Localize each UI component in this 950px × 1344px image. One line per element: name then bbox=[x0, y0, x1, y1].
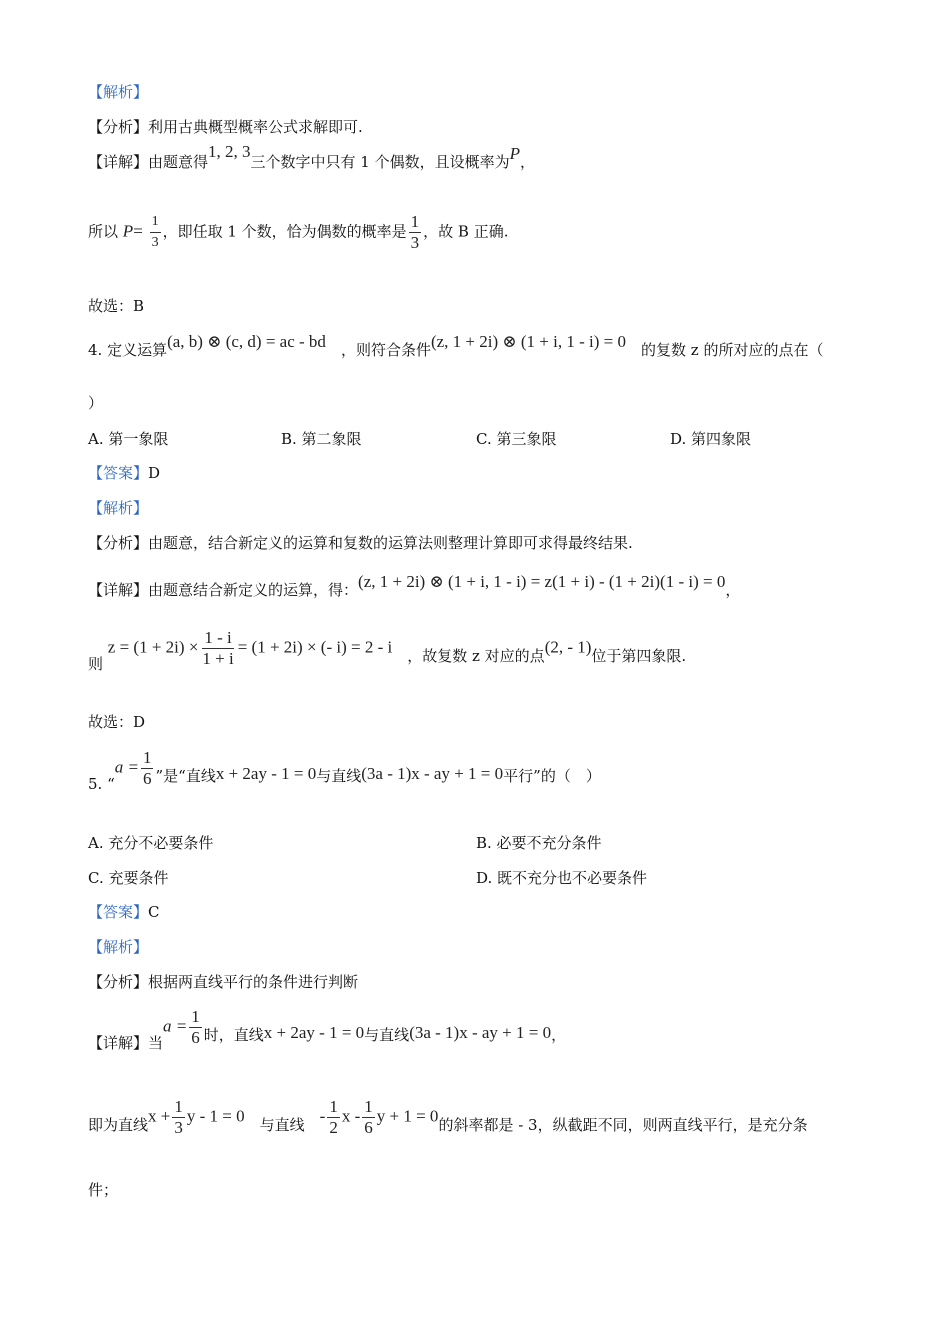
fenxi-tag: 【分析】 bbox=[88, 118, 149, 136]
q4-guxuan: 故选：D bbox=[88, 713, 146, 731]
punctuation: ， bbox=[520, 153, 536, 171]
q4-option-b: B. 第二象限 bbox=[281, 430, 362, 448]
question-number-text: 5. “ bbox=[88, 774, 115, 793]
answer-value: D bbox=[148, 464, 161, 482]
fenxi-text: 由题意，结合新定义的运算和复数的运算法则整理计算即可求得最终结果. bbox=[148, 534, 633, 552]
fraction-one-half bbox=[327, 1097, 340, 1138]
text: 即为直线 bbox=[88, 1115, 149, 1134]
s1-jiexi-heading bbox=[88, 82, 148, 102]
q4-option-a: A. 第一象限 bbox=[88, 430, 169, 448]
q5-tail-line: 件； bbox=[88, 1181, 119, 1199]
q4-close-paren: ） bbox=[88, 394, 104, 412]
xiangjie-text: 由题意得 bbox=[148, 153, 209, 171]
punctuation: ， bbox=[551, 1025, 567, 1044]
math-line-2: (3a - 1)x - ay + 1 = 0 bbox=[409, 1022, 552, 1042]
fraction-one-third bbox=[172, 1097, 185, 1138]
jiexi-tag: 【解析】 bbox=[88, 83, 149, 101]
q4-option-c: C. 第三象限 bbox=[476, 430, 557, 448]
math-var-p: P bbox=[509, 144, 521, 163]
fraction bbox=[200, 628, 235, 669]
frac-den: 3 bbox=[151, 235, 159, 250]
q5-answer-line bbox=[88, 902, 160, 922]
fraction-one-third bbox=[409, 212, 422, 253]
text: 与直线 bbox=[316, 766, 362, 785]
math-line-2: (3a - 1)x - ay + 1 = 0 bbox=[361, 763, 504, 783]
punctuation: ， bbox=[725, 581, 741, 599]
xiangjie-tag: 【详解】 bbox=[88, 581, 149, 599]
xiangjie-tag: 【详解】 bbox=[88, 153, 149, 171]
math-a-eq: a = bbox=[163, 1016, 188, 1036]
math-equation: (z, 1 + 2i) ⊗ (1 + i, 1 - i) = z(1 + i) - (1 + 2i)(1 - i) = 0 bbox=[358, 572, 726, 591]
text: 时，直线 bbox=[203, 1025, 264, 1044]
q4-xiangjie-line bbox=[88, 572, 741, 600]
frac-den: 3 bbox=[410, 233, 420, 252]
frac-den: 6 bbox=[191, 1028, 200, 1047]
s1-suoyi-line bbox=[88, 212, 508, 253]
q5-stem bbox=[88, 748, 601, 793]
answer-tag: 【答案】 bbox=[88, 903, 149, 921]
math-line-1: x + 2ay - 1 = 0 bbox=[215, 763, 317, 783]
math-expression: x - bbox=[341, 1106, 361, 1126]
text: 位于第四象限. bbox=[591, 646, 687, 665]
text: 的斜率都是 - 3，纵截距不同，则两直线平行，是充分条 bbox=[438, 1115, 808, 1134]
fraction-one-sixth bbox=[362, 1097, 375, 1138]
xiangjie-text: 由题意结合新定义的运算，得： bbox=[148, 581, 359, 599]
frac-den: 1 + i bbox=[202, 649, 234, 668]
q5-jiwei-line bbox=[88, 1097, 808, 1138]
xiangjie-text: 三个数字中只有 1 个偶数，且设概率为 bbox=[250, 153, 510, 171]
frac-den: 3 bbox=[174, 1118, 183, 1137]
text: 所以 bbox=[88, 222, 119, 241]
q5-option-c: C. 充要条件 bbox=[88, 869, 169, 887]
q5-xiangjie-line bbox=[88, 1007, 567, 1052]
frac-num: 1 bbox=[150, 212, 161, 233]
s1-fenxi-line bbox=[88, 117, 363, 137]
math-a-eq: a = bbox=[114, 757, 139, 777]
math-expression: y - 1 = 0 bbox=[186, 1106, 245, 1126]
math-set: 1, 2, 3 bbox=[208, 142, 251, 161]
fraction-one-sixth bbox=[141, 748, 154, 789]
fenxi-text: 根据两直线平行的条件进行判断 bbox=[148, 973, 359, 991]
q4-ze-line bbox=[88, 628, 687, 673]
math-var-p: P bbox=[122, 221, 134, 241]
xiangjie-text: 当 bbox=[148, 1033, 164, 1052]
q4-jiexi-heading bbox=[88, 498, 148, 518]
fenxi-tag: 【分析】 bbox=[88, 534, 149, 552]
text: ，则符合条件 bbox=[340, 341, 431, 359]
text: 则 bbox=[88, 654, 104, 673]
q5-fenxi-line bbox=[88, 972, 358, 992]
frac-num: 1 bbox=[174, 1097, 183, 1116]
text: ，故复数 z 对应的点 bbox=[407, 646, 545, 665]
q4-stem bbox=[88, 332, 824, 360]
fraction-one-sixth bbox=[189, 1007, 202, 1048]
frac-num: 1 bbox=[191, 1007, 200, 1026]
fenxi-tag: 【分析】 bbox=[88, 973, 149, 991]
math-expression: - bbox=[319, 1106, 326, 1126]
math-condition: (z, 1 + 2i) ⊗ (1 + i, 1 - i) = 0 bbox=[430, 332, 626, 351]
frac-den: 6 bbox=[364, 1118, 373, 1137]
frac-num: 1 bbox=[142, 748, 152, 767]
fenxi-text: 利用古典概型概率公式求解即可. bbox=[148, 118, 363, 136]
math-expression: x + bbox=[148, 1106, 171, 1126]
s1-xiangjie-line bbox=[88, 142, 536, 172]
frac-den: 2 bbox=[329, 1118, 338, 1137]
question-number-text: 4. 定义运算 bbox=[88, 341, 168, 359]
math-operation-definition: (a, b) ⊗ (c, d) = ac - bd bbox=[167, 332, 326, 351]
text: 的复数 z 的所对应的点在（ bbox=[641, 341, 824, 359]
q5-option-d: D. 既不充分也不必要条件 bbox=[476, 869, 648, 887]
math-point: (2, - 1) bbox=[544, 637, 592, 657]
answer-tag: 【答案】 bbox=[88, 464, 149, 482]
q4-fenxi-line bbox=[88, 533, 633, 553]
frac-num: 1 - i bbox=[204, 628, 232, 647]
text: ，故 B 正确. bbox=[423, 222, 509, 241]
q5-option-b: B. 必要不充分条件 bbox=[476, 834, 602, 852]
frac-den: 6 bbox=[142, 769, 152, 788]
answer-value: C bbox=[148, 903, 160, 921]
xiangjie-tag: 【详解】 bbox=[88, 1033, 149, 1052]
q4-option-d: D. 第四象限 bbox=[670, 430, 752, 448]
text: 平行”的（ ） bbox=[503, 766, 601, 785]
math-expression: y + 1 = 0 bbox=[376, 1106, 439, 1126]
frac-num: 1 bbox=[410, 212, 420, 231]
jiexi-tag: 【解析】 bbox=[88, 499, 149, 517]
text: 与直线 bbox=[364, 1025, 410, 1044]
q5-option-a: A. 充分不必要条件 bbox=[88, 834, 214, 852]
q5-jiexi-heading bbox=[88, 937, 148, 957]
math-expression: z = (1 + 2i) × bbox=[107, 637, 199, 657]
math-line-1: x + 2ay - 1 = 0 bbox=[263, 1022, 365, 1042]
s1-guxuan: 故选：B bbox=[88, 297, 145, 315]
math-eq: = bbox=[133, 221, 143, 241]
text: ”是“直线 bbox=[155, 766, 216, 785]
text: 与直线 bbox=[259, 1115, 305, 1134]
frac-num: 1 bbox=[329, 1097, 338, 1116]
fraction-one-third bbox=[150, 212, 161, 253]
math-expression: = (1 + 2i) × (- i) = 2 - i bbox=[237, 637, 393, 657]
frac-num: 1 bbox=[364, 1097, 373, 1116]
q4-answer-line bbox=[88, 463, 160, 483]
jiexi-tag: 【解析】 bbox=[88, 938, 149, 956]
text: ，即任取 1 个数，恰为偶数的概率是 bbox=[162, 222, 407, 241]
